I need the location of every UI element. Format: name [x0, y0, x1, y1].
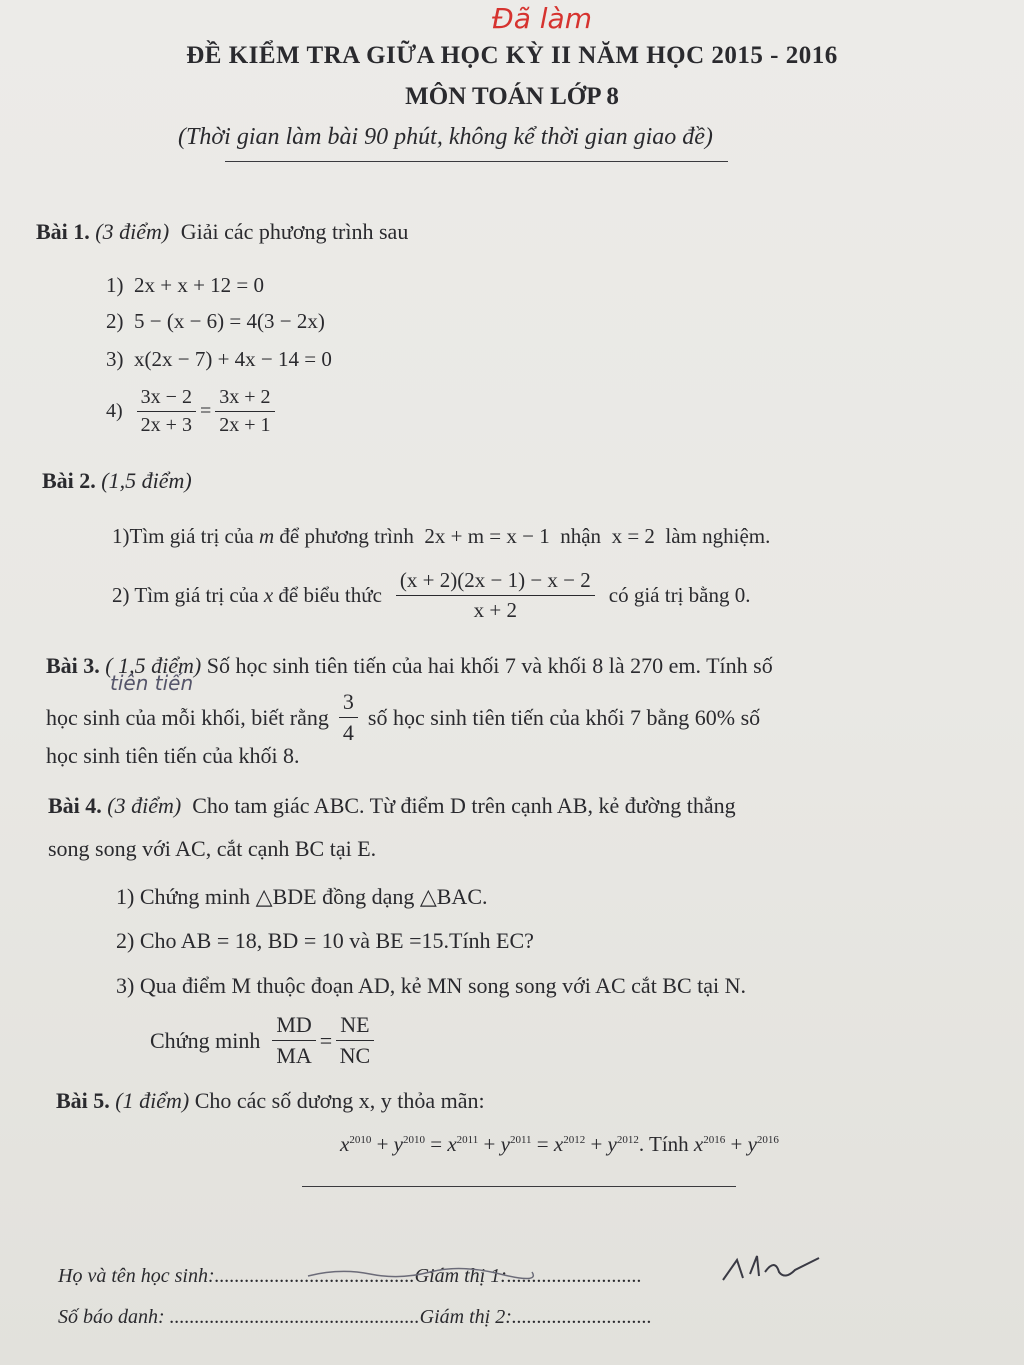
three-quarters-fraction: $\frac{3}{4}$	[339, 689, 358, 746]
candidate-number-row: Số báo danh: ..................................................Giám thị 2:............................	[58, 1306, 652, 1328]
proctor-1-field[interactable]: ...........................	[506, 1265, 642, 1287]
bai2-heading: Bài 2. (1,5 điểm)	[42, 468, 192, 493]
exam-duration: (Thời gian làm bài 90 phút, không kể thời gian giao đề)	[178, 124, 713, 150]
expression-fraction: $\frac{(x + 2)(2x - 1) - x - 2}{x + 2}$	[396, 568, 595, 623]
handwritten-note: Đã làm	[492, 2, 592, 35]
section-divider	[302, 1186, 736, 1187]
student-name-field[interactable]: ........................................	[214, 1265, 415, 1287]
bai5-heading: Bài 5. (1 điểm) Cho các số dương x, y thỏa mãn:	[56, 1088, 485, 1113]
bai4-question-3: 3) Qua điểm M thuộc đoạn AD, kẻ MN song song với AC cắt BC tại N.	[116, 973, 747, 998]
pencil-annotation: tiên tiến	[110, 671, 194, 695]
bai1-item-3: 3) x(2x − 7) + 4x − 14 = 0	[106, 347, 332, 371]
bai1-heading: Bài 1. (3 điểm) Giải các phương trình sau	[36, 219, 409, 244]
exam-subject: MÔN TOÁN LỚP 8	[405, 83, 619, 110]
bai3-line-2: học sinh của mỗi khối, biết rằng $\frac{3}{4}$ số học sinh tiên tiến của khối 7 bằng 60% số	[46, 689, 761, 745]
fraction-left: $\frac{3x - 2}{2x + 3}$	[137, 386, 196, 437]
bai3-line-1: Bài 3. ( 1,5 điểm) Số học sinh tiên tiến của hai khối 7 và khối 8 là 270 em. Tính số	[46, 653, 773, 678]
bai1-item-2: 2) 5 − (x − 6) = 4(3 − 2x)	[106, 309, 325, 333]
student-name-row: Họ và tên học sinh:........................................Giám thị 1:...........................	[58, 1265, 642, 1287]
name-pencil-scribble	[300, 1256, 540, 1286]
exam-title: ĐỀ KIỂM TRA GIỮA HỌC KỲ II NĂM HỌC 2015 - 2016	[186, 42, 838, 69]
bai4-line-1: Bài 4. (3 điểm) Cho tam giác ABC. Từ điểm D trên cạnh AB, kẻ đường thẳng	[48, 793, 736, 818]
header-underline	[225, 161, 728, 162]
bai3-line-3: học sinh tiên tiến của khối 8.	[46, 743, 300, 768]
candidate-number-field[interactable]: ..................................................	[169, 1306, 420, 1328]
bai4-line-2: song song với AC, cắt cạnh BC tại E.	[48, 836, 377, 861]
bai1-item-4: 4) $\frac{3x - 2}{2x + 3}$ = $\frac{3x + 2}{2x + 1}$	[106, 386, 279, 437]
bai4-question-2: 2) Cho AB = 18, BD = 10 và BE =15.Tính EC?	[116, 928, 534, 953]
bai4-question-1: 1) Chứng minh △BDE đồng dạng △BAC.	[116, 884, 488, 909]
fraction-md-ma: $\frac{MD}{MA}$	[272, 1012, 315, 1069]
bai2-question-1: 1)Tìm giá trị của m để phương trình 2x + m = x − 1 nhận x = 2 làm nghiệm.	[112, 524, 771, 548]
fraction-ne-nc: $\frac{NE}{NC}$	[336, 1012, 373, 1069]
bai1-item-1: 1) 2x + x + 12 = 0	[106, 273, 265, 297]
fraction-right: $\frac{3x + 2}{2x + 1}$	[215, 386, 274, 437]
signature-icon	[715, 1250, 825, 1290]
proctor-2-field[interactable]: ............................	[511, 1306, 652, 1328]
bai2-question-2: 2) Tìm giá trị của x để biểu thức $\frac{(x + 2)(2x - 1) - x - 2}{x + 2}$ có giá trị bằng 0.	[112, 568, 751, 622]
bai4-prove: Chứng minh $\frac{MD}{MA}$ = $\frac{NE}{NC}$	[150, 1012, 378, 1069]
bai5-equation: $x^{2010} + y^{2010} = x^{2011} + y^{2011} = x^{2012} + y^{2012}$. Tính $x^{2016} + y^{2016}$	[340, 1132, 779, 1156]
